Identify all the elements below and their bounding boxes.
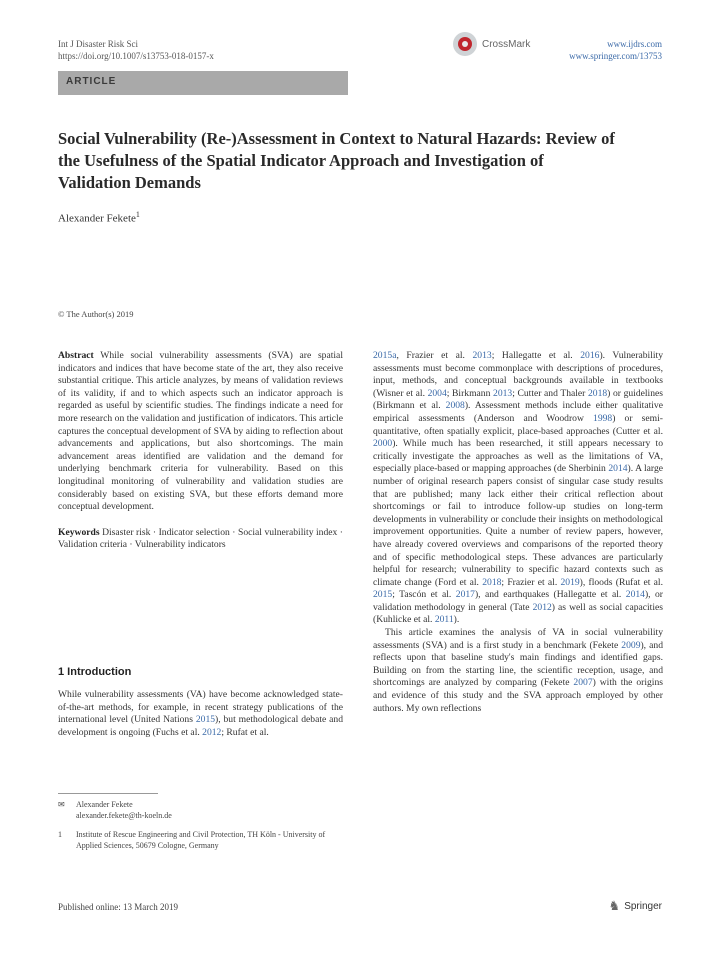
article-type-label: ARTICLE	[66, 76, 117, 87]
abstract-label: Abstract	[58, 350, 94, 361]
citation-link[interactable]: 2012	[532, 601, 552, 613]
corresponding-author-email[interactable]: alexander.fekete@th-koeln.de	[76, 810, 172, 820]
citation-link[interactable]: 2015	[373, 589, 393, 601]
crossmark-icon[interactable]	[453, 32, 477, 56]
affiliation	[58, 830, 343, 851]
article-type-band	[58, 71, 348, 95]
citation-link[interactable]: 2013	[472, 350, 492, 361]
citation-link[interactable]: 2011	[434, 614, 454, 626]
citation-link[interactable]: 2000	[373, 438, 393, 450]
affiliation-text: Institute of Rescue Engineering and Civil Protection, TH Köln - University of Applied Sciences, 50679 Cologne, Germany	[76, 830, 326, 850]
footnotes	[58, 800, 343, 851]
keywords-label: Keywords	[58, 526, 100, 538]
left-column	[58, 350, 343, 552]
author-name[interactable]: Alexander Fekete	[58, 212, 136, 225]
right-paragraph-1: 2015a, Frazier et al. 2013; Hallegatte et al. 2016). Vulnerability assessments must become commonplace with descriptions of procedures, input, methods, and conceptual backgrounds available in textbooks (Wisner et al. 2004; Birkmann 2013; Cutter and Thaler 2018) or guidelines (Birkmann et al. 2008). Assessment methods include either qualitative empirical assessments (Anderson and Woodrow 1998) or semi-quantitative, often spatially explicit, place-based approaches (Cutter et al. 2000). While much has been researched, it still appears necessary to critically investigate the approaches as well as the limitations of VA, especially place-based or mapping approaches (de Sherbinin 2014). A large number of original research papers consist of singular case study results that are published; many lack either their critical reflection about shortcomings or fail to introduce follow-up studies on long-term developments in vulnerability or conclude their insights on methodological improvement opportunities. Quite a number of review papers, however, have already covered overviews and comparisons of the reported theory and of specific methodological steps. These advances are particularly helpful for research; vulnerability to specific hazard contexts such as climate change (Ford et al. 2018; Frazier et al. 2019), floods (Rufat et al. 2015; Tascón et al. 2017), and earthquakes (Hallegatte et al. 2014), or validation methodology in general (Tate 2012) as well as social capacities (Kuhlicke et al. 2011).	[373, 350, 664, 626]
footnote-divider	[58, 793, 158, 794]
envelope-icon: ✉	[58, 800, 65, 809]
right-paragraph-2: This article examines the analysis of VA in social vulnerability assessments (SVA) and is a first study in a benchmark (Fekete 2009), and reflects upon that baseline study's main findings and identified gaps. Building on from the starting line, the scientific reception, usage, and shortcomings are analyzed by comparing (Fekete 2007) with the origins and evidence of this study and the SVA approach employed by other authors. My own reflections	[373, 627, 663, 714]
citation-link[interactable]: 2018	[587, 387, 608, 399]
crossmark-label[interactable]: CrossMark	[482, 38, 531, 50]
abstract	[58, 350, 343, 514]
journal-name: Int J Disaster Risk Sci	[58, 39, 138, 49]
citation-link[interactable]: 2014	[625, 589, 645, 601]
right-column	[373, 350, 663, 715]
section-heading-introduction: 1 Introduction	[58, 666, 132, 678]
citation-link[interactable]: 2018	[482, 576, 502, 588]
citation-link[interactable]: 2012	[202, 726, 222, 738]
introduction-text	[58, 689, 343, 739]
citation-link[interactable]: 2019	[560, 576, 580, 588]
journal-website-link[interactable]: www.ijdrs.com	[607, 39, 662, 49]
citation-link[interactable]: 2017	[455, 589, 475, 601]
springer-horse-icon: ♞	[608, 898, 621, 913]
keywords-text: Disaster risk · Indicator selection · Social vulnerability index · Validation criteria · Vulnerability indicators	[58, 526, 343, 551]
citation-link[interactable]: 2015	[195, 714, 216, 726]
publisher-website-link[interactable]: www.springer.com/13753	[569, 51, 662, 61]
citation-link[interactable]: 2004	[427, 387, 447, 399]
publisher-logo	[609, 898, 662, 914]
citation-link[interactable]: 2015a	[373, 350, 397, 361]
author-affiliation-mark: 1	[135, 210, 140, 219]
citation-link[interactable]: 2014	[608, 463, 628, 475]
published-date: Published online: 13 March 2019	[58, 902, 178, 912]
citation-link[interactable]: 2016	[580, 350, 600, 361]
corresponding-author	[58, 800, 343, 821]
keywords	[58, 527, 343, 552]
citation-link[interactable]: 2007	[573, 677, 593, 689]
article-title: Social Vulnerability (Re-)Assessment in Context to Natural Hazards: Review of the Usefulness of the Spatial Indicator Approach and Investigation of Validation Demands	[58, 129, 615, 192]
doi-link[interactable]: https://doi.org/10.1007/s13753-018-0157-x	[58, 51, 214, 61]
journal-reference	[58, 38, 214, 62]
abstract-text: While social vulnerability assessments (SVA) are spatial indicators and indices that have become state of the art, they also receive substantial critique. This article analyzes, by means of validation reviews of its validity, if and to which aspects such an indicator approach is regarded as useful by scientific studies. The findings indicate a need for more research on the validation and justification of indicators. This article captures the conceptual development of SVA by aiding to reflection about advancements and applications, but also shortcomings. The main advancement areas identified are validation and the demand for underlying benchmark criteria for vulnerability. Based on this longitudinal monitoring of vulnerability and validation studies are considerably based on existing SVA, but these efforts demand more conceptual development.	[58, 350, 343, 513]
copyright-notice: © The Author(s) 2019	[58, 309, 134, 319]
citation-link[interactable]: 1998	[593, 412, 613, 424]
corresponding-author-name: Alexander Fekete	[76, 800, 133, 809]
citation-link[interactable]: 2008	[445, 400, 465, 412]
author-line	[58, 210, 140, 225]
affiliation-mark: 1	[58, 830, 62, 839]
journal-links	[569, 38, 662, 62]
citation-link[interactable]: 2013	[493, 387, 513, 399]
publisher-name: Springer	[624, 900, 662, 912]
citation-link[interactable]: 2009	[621, 639, 641, 651]
introduction-paragraph: While vulnerability assessments (VA) have become acknowledged state-of-the-art methods, for example, in recent strategy publications of the international level (United Nations 2015), but methodological debate and development is ongoing (Fuchs et al. 2012; Rufat et al.	[58, 689, 344, 738]
crossmark-badge[interactable]	[453, 30, 543, 58]
